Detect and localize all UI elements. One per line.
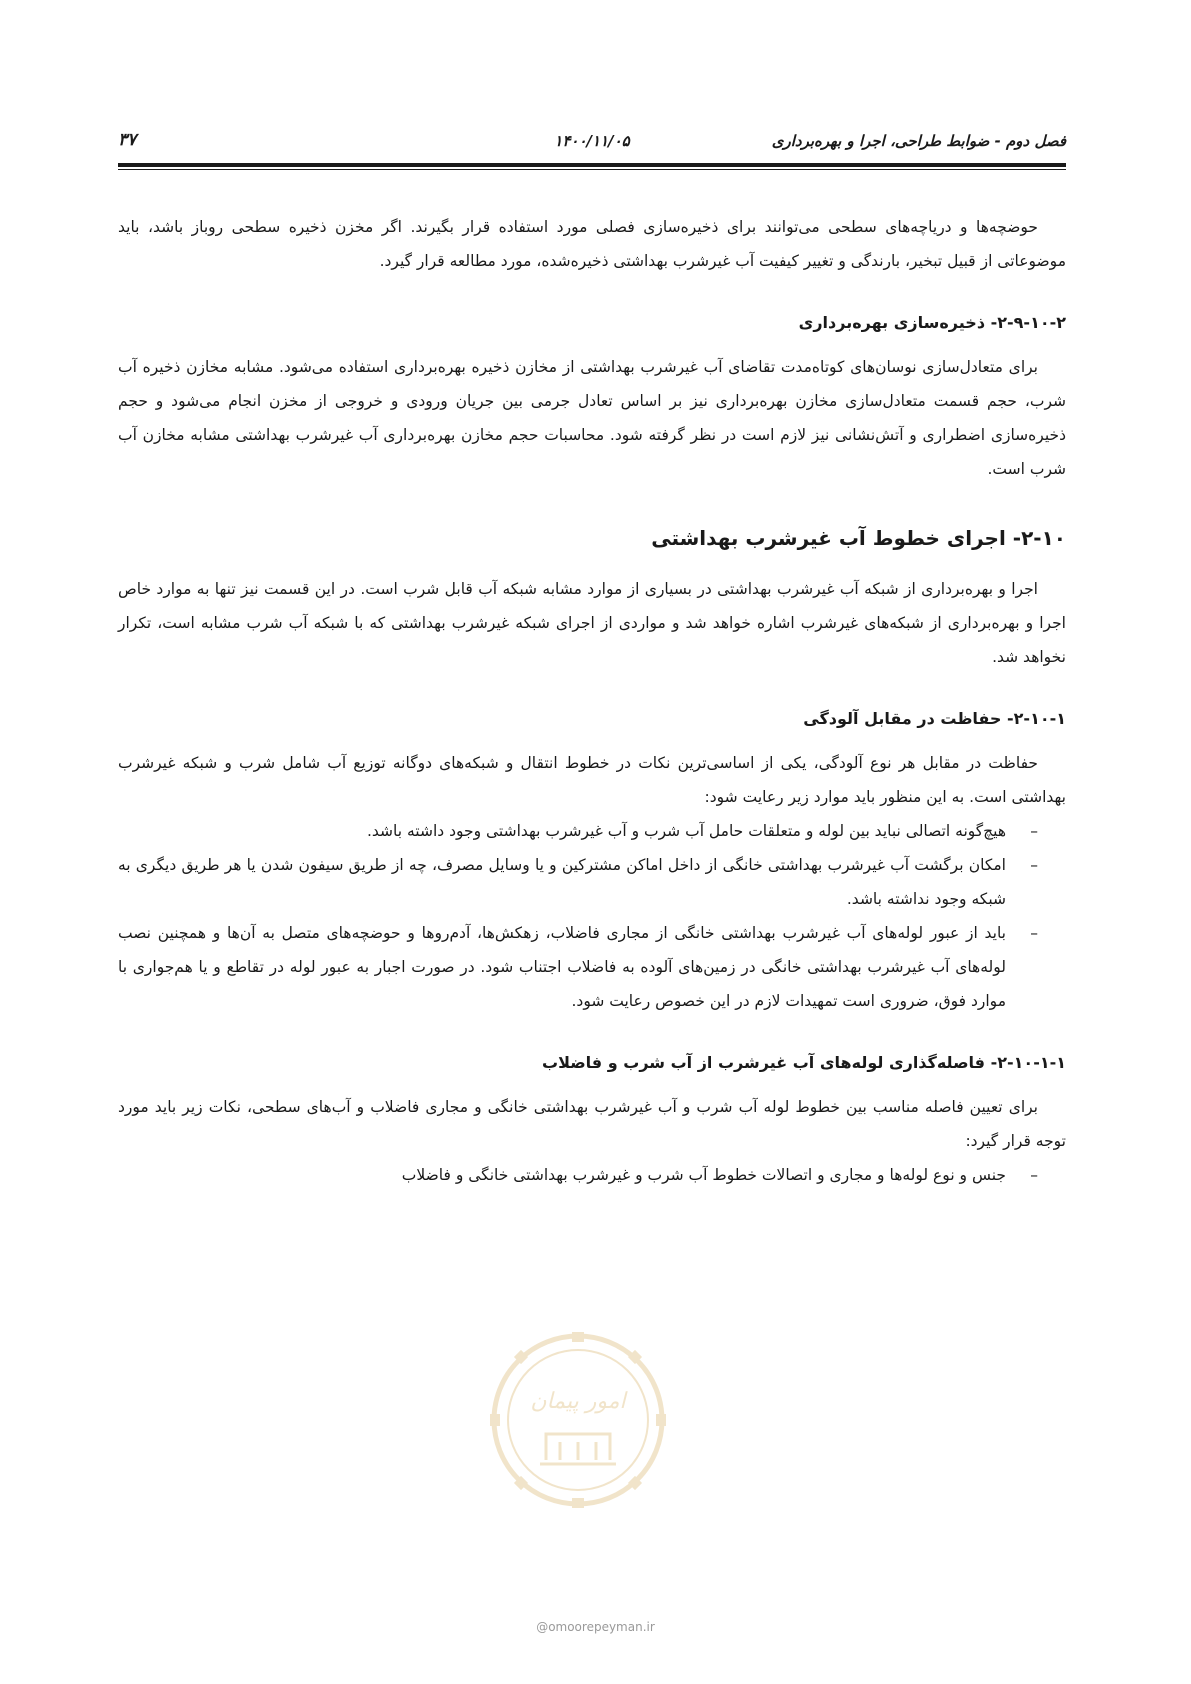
paragraph: حوضچه‌ها و دریاچه‌های سطحی می‌توانند برای ذخیره‌سازی فصلی مورد استفاده قرار بگیرند. اگر مخزن ذخیره سطحی روباز باشد، باید موضوعاتی از قبیل تبخیر، بارندگی و تغییر کیفیت آب غیرشرب بهداشتی ذخیره‌شده، مورد مطالعه قرار گیرد. <box>118 218 1066 270</box>
bullet-list <box>118 1158 1066 1192</box>
header-rule-thick <box>118 163 1066 167</box>
bullet-list <box>118 814 1066 1018</box>
watermark-url: @omoorepeyman.ir <box>536 1620 655 1634</box>
section-heading: ۲-۱۰-۱- حفاظت در مقابل آلودگی <box>803 709 1066 728</box>
page-header <box>118 126 1066 156</box>
section-heading: ۲-۹-۱۰-۲- ذخیره‌سازی بهره‌برداری <box>798 313 1066 332</box>
chapter-title: فصل دوم - ضوابط طراحی، اجرا و بهره‌برداری <box>771 132 1066 150</box>
list-item: – امکان برگشت آب غیرشرب بهداشتی خانگی از داخل اماکن مشترکین و یا وسایل مصرف، چه از طریق سیفون شدن یا هر طریق دیگری به شبکه وجود نداشته باشد. <box>118 848 1038 916</box>
section-heading: ۲-۱۰-۱-۱- فاصله‌گذاری لوله‌های آب غیرشرب از آب شرب و فاضلاب <box>541 1053 1066 1072</box>
header-date: ۱۴۰۰/۱۱/۰۵ <box>554 132 630 150</box>
page-body <box>118 210 1066 1192</box>
paragraph: اجرا و بهره‌برداری از شبکه آب غیرشرب بهداشتی در بسیاری از موارد مشابه شبکه آب قابل شرب است. در این قسمت نیز تنها به موارد خاص اجرا و بهره‌برداری از شبکه‌های غیرشرب اشاره خواهد شد و مواردی از اجرای شبکه غیرشرب بهداشتی که با شبکه آب شرب مشابه است، تکرار نخواهد شد. <box>118 580 1066 666</box>
watermark-logo <box>488 1330 668 1510</box>
paragraph: حفاظت در مقابل هر نوع آلودگی، یکی از اساسی‌ترین نکات در خطوط انتقال و شبکه‌های دوگانه توزیع آب شامل شرب و شبکه غیرشرب بهداشتی است. به این منظور باید موارد زیر رعایت شود: <box>118 754 1066 806</box>
list-item: – جنس و نوع لوله‌ها و مجاری و اتصالات خطوط آب شرب و غیرشرب بهداشتی خانگی و فاضلاب <box>118 1158 1038 1192</box>
watermark-logo-text: امور پیمان <box>530 1389 626 1414</box>
list-item: – هیچ‌گونه اتصالی نباید بین لوله و متعلقات حامل آب شرب و آب غیرشرب بهداشتی وجود داشته باشد. <box>118 814 1038 848</box>
paragraph: برای متعادل‌سازی نوسان‌های کوتاه‌مدت تقاضای آب غیرشرب بهداشتی از مخازن ذخیره بهره‌برداری استفاده می‌شود. مشابه مخازن ذخیره آب شرب، حجم قسمت متعادل‌سازی مخازن بهره‌برداری نیز بر اساس تعادل جرمی بین جریان ورودی و خروجی از مخزن انجام می‌شود و حجم ذخیره‌سازی اضطراری و آتش‌نشانی نیز لازم است در نظر گرفته شود. محاسبات حجم مخازن بهره‌برداری آب غیرشرب بهداشتی مشابه مخازن آب شرب است. <box>118 358 1066 478</box>
page-number: ۳۷ <box>118 130 137 150</box>
paragraph: برای تعیین فاصله مناسب بین خطوط لوله آب شرب و آب غیرشرب بهداشتی خانگی و مجاری فاضلاب و آب‌های سطحی، نکات زیر باید مورد توجه قرار گیرد: <box>118 1098 1066 1150</box>
chapter-section-heading: ۲-۱۰- اجرای خطوط آب غیرشرب بهداشتی <box>651 526 1066 550</box>
header-rule-thin <box>118 169 1066 170</box>
list-item: – باید از عبور لوله‌های آب غیرشرب بهداشتی خانگی از مجاری فاضلاب، زهکش‌ها، آدم‌روها و حوضچه‌های متصل به آن‌ها و همچنین نصب لوله‌های آب غیرشرب بهداشتی خانگی در زمین‌های آلوده به فاضلاب اجتناب شود. در صورت اجبار به عبور لوله در تقاطع و یا هم‌جواری با موارد فوق، ضروری است تمهیدات لازم در این خصوص رعایت شود. <box>118 916 1038 1018</box>
